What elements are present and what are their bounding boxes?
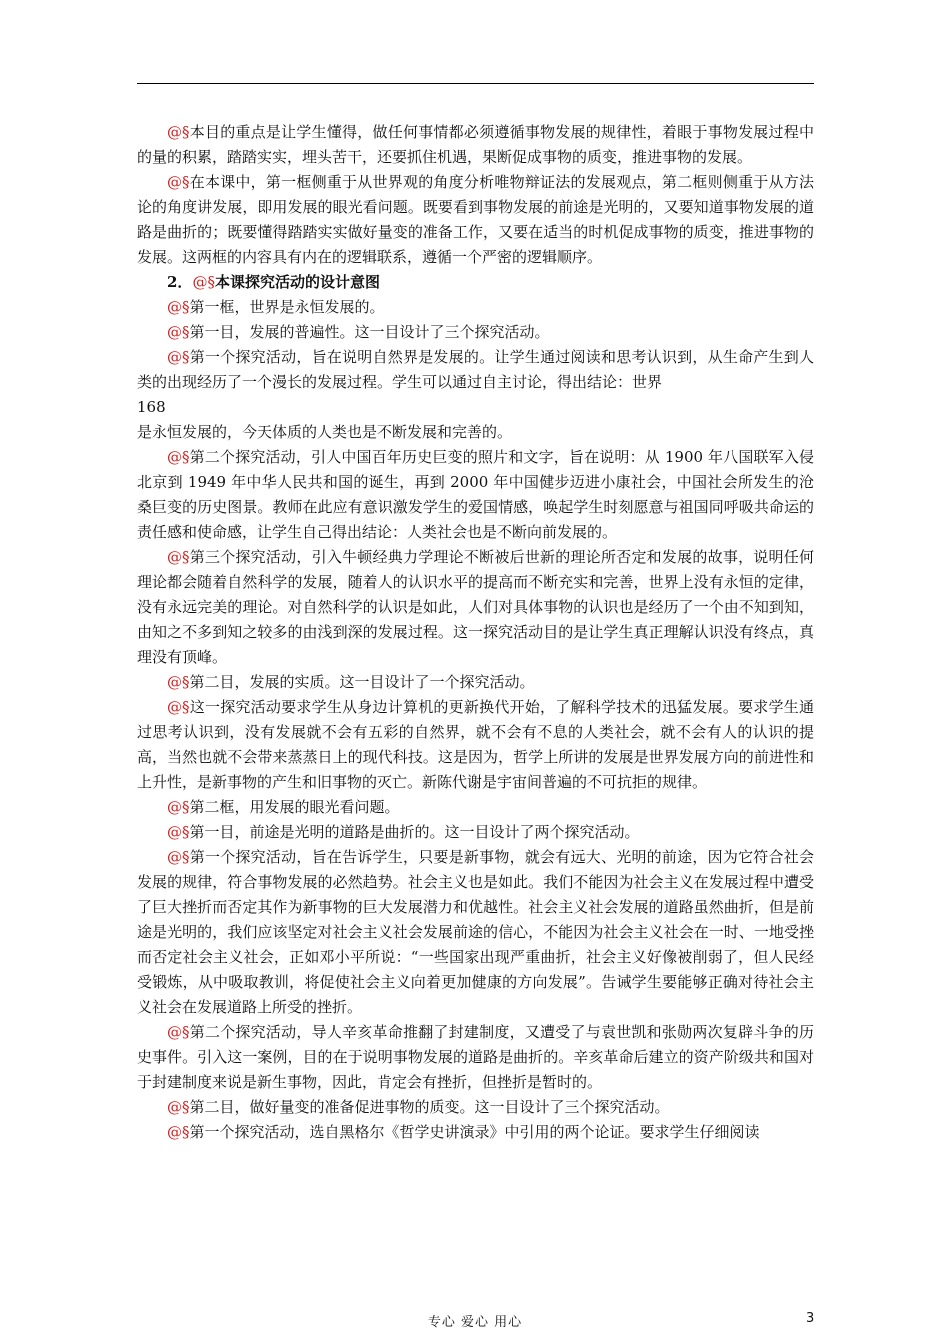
red-marker: @§: [167, 698, 190, 716]
paragraph: [137, 120, 814, 170]
paragraph: [137, 670, 814, 695]
paragraph: [137, 695, 814, 795]
red-marker: @§: [192, 273, 215, 291]
red-marker: @§: [167, 848, 190, 866]
paragraph: [137, 445, 814, 545]
red-marker: @§: [167, 673, 190, 691]
paragraph-text: 168: [137, 398, 166, 416]
red-marker: @§: [167, 123, 190, 141]
red-marker: @§: [167, 1123, 190, 1141]
paragraph: [137, 395, 814, 420]
red-marker: @§: [167, 448, 190, 466]
paragraph: [137, 295, 814, 320]
paragraph-text: 第一个探究活动，选自黑格尔《哲学史讲演录》中引用的两个论证。要求学生仔细阅读: [189, 1123, 760, 1141]
paragraph: [137, 170, 814, 270]
paragraph-text: 第二框，用发展的眼光看问题。: [189, 798, 400, 816]
section-heading: [137, 270, 814, 295]
paragraph-text: 是永恒发展的，今天体质的人类也是不断发展和完善的。: [137, 423, 513, 441]
red-marker: @§: [167, 173, 190, 191]
paragraph: [137, 845, 814, 1020]
paragraph-text: 第一个探究活动，旨在说明自然界是发展的。让学生通过阅读和思考认识到，从生命产生到人类的出现经历了一个漫长的发展过程。学生可以通过自主讨论，得出结论：世界: [137, 348, 814, 391]
paragraph: [137, 320, 814, 345]
red-marker: @§: [167, 548, 190, 566]
paragraph: [137, 545, 814, 670]
red-marker: @§: [167, 298, 190, 316]
header-rule: [137, 83, 814, 84]
paragraph-text: 本目的重点是让学生懂得，做任何事情都必须遵循事物发展的规律性，着眼于事物发展过程中的量的积累，踏踏实实，埋头苦干，还要抓住机遇，果断促成事物的质变，推进事物的发展。: [137, 123, 814, 166]
paragraph-text: 这一探究活动要求学生从身边计算机的更新换代开始，了解科学技术的迅猛发展。要求学生通过思考认识到，没有发展就不会有五彩的自然界，就不会有不息的人类社会，就不会有人的认识的提高，当然也就不会带来蒸蒸日上的现代科技。这是因为，哲学上所讲的发展是世界发展方向的前进性和上升性，是新事物的产生和旧事物的灭亡。新陈代谢是宇宙间普遍的不可抗拒的规律。: [137, 698, 814, 791]
paragraph-text: 第一个探究活动，旨在告诉学生，只要是新事物，就会有远大、光明的前途，因为它符合社会发展的规律，符合事物发展的必然趋势。社会主义也是如此。我们不能因为社会主义在发展过程中遭受了巨大挫折而否定其作为新事物的巨大发展潜力和优越性。社会主义社会发展的道路虽然曲折，但是前途是光明的，我们应该坚定对社会主义社会发展前途的信心，不能因为社会主义社会在一时、一地受挫而否定社会主义社会，正如邓小平所说：“一些国家出现严重曲折，社会主义好像被削弱了，但人民经受锻炼，从中吸取教训，将促使社会主义向着更加健康的方向发展”。告诫学生要能够正确对待社会主义社会在发展道路上所受的挫折。: [137, 848, 814, 1016]
paragraph: [137, 1095, 814, 1120]
paragraph-text: 第二目，发展的实质。这一目设计了一个探究活动。: [189, 673, 535, 691]
paragraph-text: 第一框，世界是永恒发展的。: [189, 298, 385, 316]
paragraph-text: 第一目，发展的普遍性。这一目设计了三个探究活动。: [189, 323, 550, 341]
paragraph-text: 第二目，做好量变的准备促进事物的质变。这一目设计了三个探究活动。: [189, 1098, 670, 1116]
paragraph: [137, 1020, 814, 1095]
page-number: 3: [806, 1311, 815, 1326]
red-marker: @§: [167, 1023, 190, 1041]
paragraph: [137, 420, 814, 445]
red-marker: @§: [167, 348, 190, 366]
paragraph-text: 第二个探究活动，引人中国百年历史巨变的照片和文字，旨在说明：从 1900 年八国联军入侵北京到 1949 年中华人民共和国的诞生，再到 2000 年中国健步迈进小康社会，中国社会所发生的沧桑巨变的历史图景。教师在此应有意识激发学生的爱国情感，唤起学生时刻愿意与祖国同呼吸共命运的责任感和使命感，让学生自己得出结论：人类社会也是不断向前发展的。: [137, 448, 814, 541]
footer-motto: 专心 爱心 用心: [427, 1315, 523, 1330]
paragraph-text: 第二个探究活动，导人辛亥革命推翻了封建制度，又遭受了与袁世凯和张勋两次复辟斗争的历史事件。引入这一案例，目的在于说明事物发展的道路是曲折的。辛亥革命后建立的资产阶级共和国对于封建制度来说是新生事物，因此，肯定会有挫折，但挫折是暂时的。: [137, 1023, 814, 1091]
paragraph-text: 在本课中，第一框侧重于从世界观的角度分析唯物辩证法的发展观点，第二框则侧重于从方法论的角度讲发展，即用发展的眼光看问题。既要看到事物发展的前途是光明的，又要知道事物发展的道路是曲折的；既要懂得踏踏实实做好量变的准备工作，又要在适当的时机促成事物的质变，推进事物的发展。这两框的内容具有内在的逻辑联系，遵循一个严密的逻辑顺序。: [137, 173, 814, 266]
paragraph-text: 本课探究活动的设计意图: [214, 273, 380, 291]
red-marker: @§: [167, 1098, 190, 1116]
paragraph-text: 第三个探究活动，引入牛顿经典力学理论不断被后世新的理论所否定和发展的故事，说明任何理论都会随着自然科学的发展，随着人的认识水平的提高而不断充实和完善，世界上没有永恒的定律，没有永远完美的理论。对自然科学的认识是如此，人们对具体事物的认识也是经历了一个由不知到知，由知之不多到知之较多的由浅到深的发展过程。这一探究活动目的是让学生真正理解认识没有终点，真理没有顶峰。: [137, 548, 814, 666]
paragraph: [137, 1120, 814, 1145]
body-text: [137, 120, 814, 1145]
red-marker: @§: [167, 823, 190, 841]
paragraph: [137, 795, 814, 820]
heading-number: 2．: [167, 273, 193, 291]
paragraph: [137, 820, 814, 845]
paragraph-text: 第一目，前途是光明的道路是曲折的。这一目设计了两个探究活动。: [189, 823, 640, 841]
red-marker: @§: [167, 323, 190, 341]
paragraph: [137, 345, 814, 395]
red-marker: @§: [167, 798, 190, 816]
